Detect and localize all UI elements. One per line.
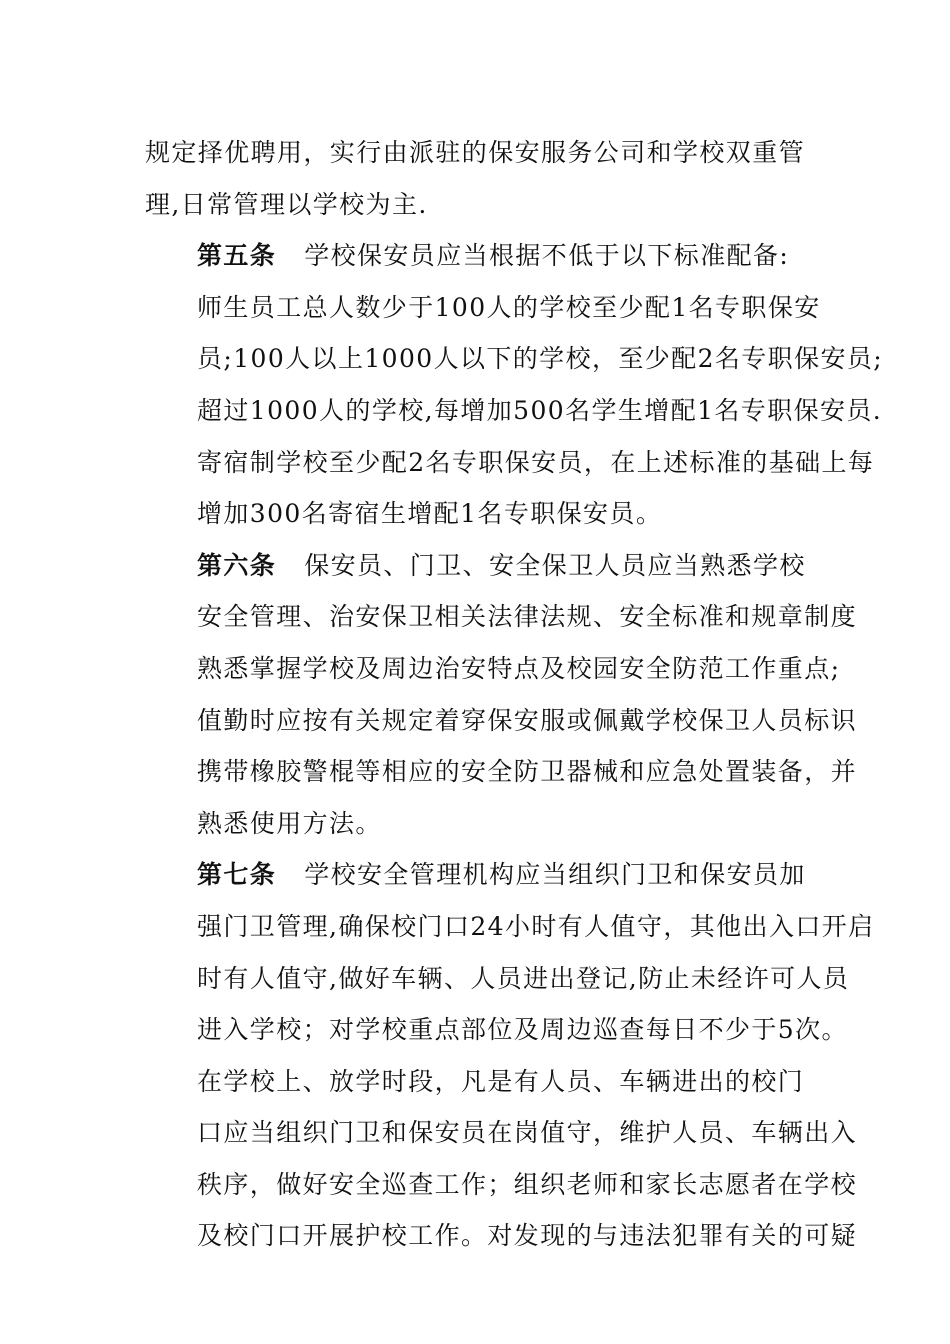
document-body: [145, 127, 884, 1262]
text-line: 熟悉掌握学校及周边治安特点及校园安全防范工作重点;: [197, 653, 841, 683]
text-line: 安全管理、治安保卫相关法律法规、安全标准和规章制度: [197, 602, 858, 632]
text-line: [145, 230, 807, 282]
text-line: 熟悉使用方法。: [197, 808, 382, 838]
article-7: [145, 849, 875, 1055]
text-line: 及校门口开展护校工作。对发现的与违法犯罪有关的可疑: [197, 1221, 858, 1251]
article-label: 第六条: [197, 550, 277, 580]
text-line: 超过1000人的学校,每增加500名学生增配1名专职保安员.: [197, 395, 883, 425]
text-line: 师生员工总人数少于100人的学校至少配1名专职保安: [197, 292, 821, 322]
text-line: 员;100人以上1000人以下的学校，至少配2名专职保安员;: [197, 344, 884, 374]
text-line: 强门卫管理,确保校门口24小时有人值守，其他出入口开启: [197, 911, 875, 941]
text-line: 在学校上、放学时段，凡是有人员、车辆进出的校门: [197, 1066, 805, 1096]
text-line: [145, 849, 807, 901]
text-line: 规定择优聘用，实行由派驻的保安服务公司和学校双重管: [145, 138, 806, 167]
article-5: [145, 230, 884, 540]
text-line: 寄宿制学校至少配2名专职保安员，在上述标准的基础上每: [197, 447, 875, 477]
text-line: [145, 540, 807, 592]
text-line: 值勤时应按有关规定着穿保安服或佩戴学校保卫人员标识: [197, 705, 858, 735]
text-line: 携带橡胶警棍等相应的安全防卫器械和应急处置装备，并: [197, 757, 858, 787]
article-label: 第七条: [197, 860, 277, 890]
text-line: 时有人值守,做好车辆、人员进出登记,防止未经许可人员: [197, 963, 850, 993]
article-7-paragraph-2: [145, 1056, 858, 1262]
text-line: 增加300名寄宿生增配1名专职保安员。: [197, 499, 663, 529]
text-line: 理,日常管理以学校为主.: [145, 189, 428, 219]
continued-paragraph: [145, 127, 807, 230]
text-segment: 保安员、门卫、安全保卫人员应当熟悉学校: [304, 550, 806, 580]
text-line: 秩序，做好安全巡查工作；组织老师和家长志愿者在学校: [197, 1169, 858, 1199]
text-line: 口应当组织门卫和保安员在岗值守，维护人员、车辆出入: [197, 1118, 858, 1148]
text-segment: 学校安全管理机构应当组织门卫和保安员加: [304, 860, 806, 890]
text-line: 进入学校；对学校重点部位及周边巡查每日不少于5次。: [197, 1015, 848, 1045]
text-segment: 学校保安员应当根据不低于以下标准配备:: [304, 241, 790, 271]
article-6: [145, 540, 858, 850]
article-label: 第五条: [197, 241, 277, 271]
